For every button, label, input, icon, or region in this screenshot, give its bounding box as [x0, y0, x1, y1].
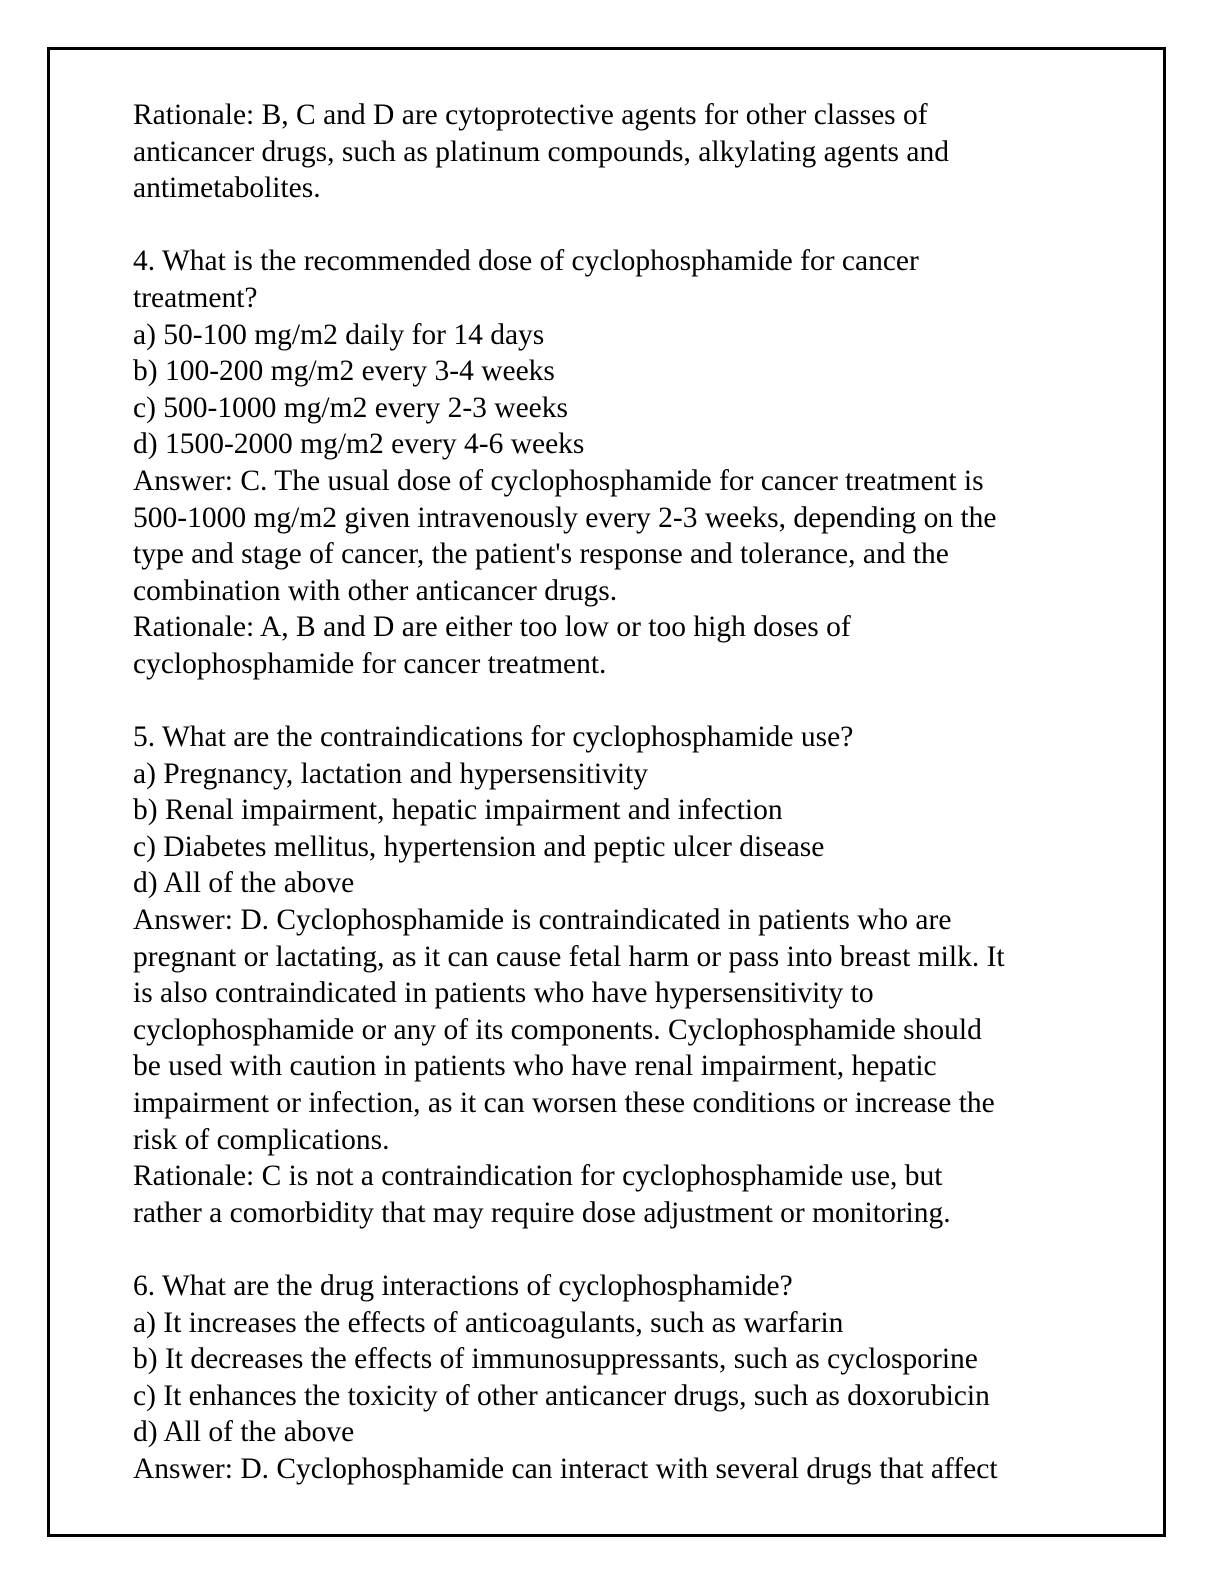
blank-line — [133, 1231, 1133, 1268]
q4-option-b: b) 100-200 mg/m2 every 3-4 weeks — [133, 355, 555, 388]
q3-rationale-line: Rationale: B, C and D are cytoprotective agents for other classes of — [133, 99, 928, 131]
q4-option-c: c) 500-1000 mg/m2 every 2-3 weeks — [133, 391, 569, 424]
q5-answer: is also contraindicated in patients who have hypersensitivity to — [133, 977, 874, 1010]
q4-rationale: Rationale: A, B and D are either too low or too high doses of — [133, 611, 851, 644]
q3-rationale-line: anticancer drugs, such as platinum compounds, alkylating agents and — [133, 135, 949, 168]
q5-option-c: c) Diabetes mellitus, hypertension and peptic ulcer disease — [133, 830, 825, 863]
q5-answer: Answer: D. Cyclophosphamide is contraindicated in patients who are — [133, 904, 952, 937]
q5-answer: pregnant or lactating, as it can cause fetal harm or pass into breast milk. It — [133, 940, 1005, 973]
q5-rationale: rather a comorbidity that may require dose adjustment or monitoring. — [133, 1196, 951, 1229]
q5-question: 5. What are the contraindications for cyclophosphamide use? — [133, 721, 854, 754]
q5-answer: be used with caution in patients who have renal impairment, hepatic — [133, 1050, 937, 1083]
q5-answer: impairment or infection, as it can worsen these conditions or increase the — [133, 1087, 995, 1120]
q4-question: treatment? — [133, 281, 258, 314]
q6-option-c: c) It enhances the toxicity of other anticancer drugs, such as doxorubicin — [133, 1379, 990, 1412]
q3-rationale-line: antimetabolites. — [133, 172, 321, 205]
q4-answer: 500-1000 mg/m2 given intravenously every 2-3 weeks, depending on the — [133, 501, 997, 534]
q5-answer: risk of complications. — [133, 1123, 390, 1156]
q6-answer: Answer: D. Cyclophosphamide can interact with several drugs that affect — [133, 1452, 998, 1485]
q6-option-a: a) It increases the effects of anticoagulants, such as warfarin — [133, 1306, 844, 1339]
q4-answer: Answer: C. The usual dose of cyclophosphamide for cancer treatment is — [133, 464, 984, 497]
q4-answer: combination with other anticancer drugs. — [133, 574, 618, 607]
q5-option-b: b) Renal impairment, hepatic impairment and infection — [133, 794, 783, 827]
q5-option-a: a) Pregnancy, lactation and hypersensitivity — [133, 757, 648, 790]
q6-option-d: d) All of the above — [133, 1416, 355, 1449]
q5-option-d: d) All of the above — [133, 867, 355, 900]
q5-rationale: Rationale: C is not a contraindication for cyclophosphamide use, but — [133, 1160, 943, 1193]
blank-line — [133, 683, 1133, 720]
q6-option-b: b) It decreases the effects of immunosuppressants, such as cyclosporine — [133, 1343, 978, 1376]
q5-answer: cyclophosphamide or any of its components. Cyclophosphamide should — [133, 1013, 982, 1046]
q4-rationale: cyclophosphamide for cancer treatment. — [133, 647, 607, 680]
q4-answer: type and stage of cancer, the patient's response and tolerance, and the — [133, 538, 949, 571]
q4-option-d: d) 1500-2000 mg/m2 every 4-6 weeks — [133, 428, 585, 461]
blank-line — [133, 207, 1133, 244]
q4-question: 4. What is the recommended dose of cyclophosphamide for cancer — [133, 245, 919, 278]
q4-option-a: a) 50-100 mg/m2 daily for 14 days — [133, 318, 545, 351]
q6-question: 6. What are the drug interactions of cyclophosphamide? — [133, 1270, 793, 1302]
document-body — [133, 97, 1133, 1488]
